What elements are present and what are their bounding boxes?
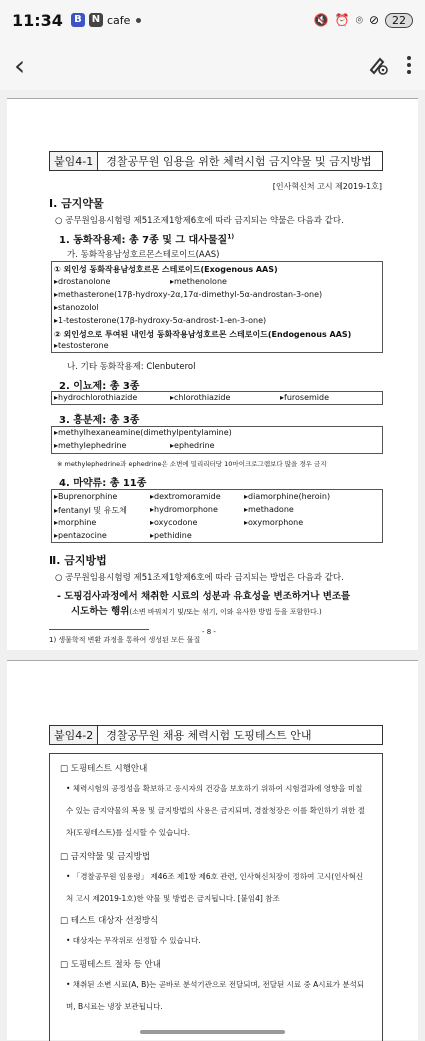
- section-heading: □ 도핑테스트 절차 등 안내: [60, 960, 161, 970]
- section-intro: ○ 공무원임용시험령 제51조제1항제6호에 따라 금지되는 약물은 다음과 같다.: [55, 216, 344, 226]
- dnd-icon: ⊘: [368, 13, 379, 27]
- footnote: 1) 생물학적 변환 과정을 통하여 생성된 모든 물질: [49, 636, 201, 644]
- endogenous-heading: ② 외인성으로 투여된 내인성 동화작용남성호르몬 스테로이드(Endogenous AAS): [54, 330, 352, 339]
- list-item: ▸ephedrine: [170, 441, 215, 450]
- stimulants-note: ※ methylephedrine과 ephedrine은 소변에 밀리리터당 10마이크로그램보다 많을 경우 금지: [57, 460, 327, 468]
- edit-image-icon[interactable]: [367, 54, 389, 76]
- list-item: ▸morphine: [54, 518, 97, 527]
- section-body: • 채취된 소변 시료(A, B)는 곧바로 분석기관으로 전달되며, 전달된 시료 중 A시료가 분석되며, B시료는 냉장 보관됩니다.: [66, 980, 365, 1011]
- group-diuretics: 2. 이뇨제: 총 3종: [59, 381, 140, 392]
- mute-icon: 🔇: [313, 13, 329, 27]
- battery-indicator: 22: [385, 13, 413, 28]
- list-item: ▸1-testosterone(17β-hydroxy-5α-androst-1-en-3-one): [54, 316, 267, 325]
- section-prohibited-methods: Ⅱ. 금지방법: [49, 554, 107, 567]
- section-heading: □ 금지약물 및 금지방법: [60, 852, 151, 862]
- list-item: ▸oxycodone: [150, 518, 198, 527]
- list-item: ▸methenolone: [170, 277, 227, 286]
- list-item: ▸methadone: [244, 505, 294, 514]
- back-arrow-icon[interactable]: ‹: [14, 48, 26, 82]
- list-item: ▸furosemide: [280, 393, 330, 402]
- list-item: ▸Buprenorphine: [54, 492, 118, 501]
- list-item: ▸methasterone(17β-hydroxy-2α,17α-dimethyl-5α-androstan-3-one): [54, 290, 323, 299]
- document-page-8: [7, 98, 418, 650]
- narcotics-table: [51, 489, 383, 543]
- notification-dot-icon: [136, 18, 141, 23]
- appendix-4-2-title: [49, 725, 383, 745]
- diuretics-table: [51, 391, 383, 405]
- status-bar: [0, 0, 425, 40]
- section-heading: □ 도핑테스트 시행안내: [60, 764, 148, 774]
- naver-app-icon: N: [89, 13, 103, 27]
- stimulants-table: [51, 426, 383, 454]
- status-time: 11:34: [12, 10, 63, 30]
- list-item: ▸diamorphine(heroin): [244, 492, 331, 501]
- list-item: ▸fentanyl 및 유도체: [54, 506, 127, 515]
- section-body: • 체력시험의 공정성을 확보하고 응시자의 건강을 보호하기 위하여 시험결과에 영향을 미칠 수 있는 금지약물의 복용 및 금지방법의 사용은 금지되며, 경찰청장은 이를 확인하기 위한 절차(도핑테스트)를 실시할 수 있습니다.: [66, 784, 366, 837]
- footnote-divider: [49, 629, 149, 630]
- method-item-line1: - 도핑검사과정에서 채취한 시료의 성분과 유효성을 변조하거나 변조를: [57, 591, 351, 602]
- page-number: - 8 -: [202, 628, 216, 636]
- document-page-9: [7, 660, 418, 1040]
- section-body: • 대상자는 무작위로 선정할 수 있습니다.: [66, 936, 201, 945]
- list-item: ▸methylephedrine: [54, 441, 127, 450]
- methods-intro: ○ 공무원임용시험령 제51조제1항제6호에 따라 금지되는 방법은 다음과 같다.: [55, 573, 344, 583]
- section-prohibited-substances: Ⅰ. 금지약물: [49, 197, 104, 210]
- list-item: ▸testosterone: [54, 341, 109, 350]
- section-heading: □ 테스트 대상자 선정방식: [60, 916, 159, 926]
- list-item: ▸oxymorphone: [244, 518, 304, 527]
- list-item: ▸stanozolol: [54, 303, 99, 312]
- list-item: ▸chlorothiazide: [170, 393, 231, 402]
- group-stimulants: 3. 흥분제: 총 3종: [59, 415, 140, 426]
- doping-info-box: [49, 753, 383, 1041]
- list-item: ▸drostanolone: [54, 277, 111, 286]
- appendix-heading: 경찰공무원 채용 체력시험 도핑테스트 안내: [106, 729, 312, 742]
- group-narcotics: 4. 마약류: 총 11종: [59, 478, 147, 489]
- subgroup-aas: 가. 동화작용남성호르몬스테로이드(AAS): [67, 250, 220, 260]
- alarm-icon: ⏰: [334, 13, 350, 27]
- method-item-line2: 시도하는 행위(소변 바꿔치기 및/또는 섞기, 이와 유사한 방법 등을 포함한다.): [71, 606, 322, 617]
- section-body: • 「경찰공무원 임용령」 제46조 제1항 제6호 관련, 인사혁신처장이 정하여 고시(인사혁신처 고시 제2019-1호)한 약물 및 방법은 금지됩니다. [붙임4] 참조: [66, 872, 364, 903]
- list-item: ▸pentazocine: [54, 531, 107, 540]
- appendix-tag: 붙임4-1: [50, 152, 98, 170]
- list-item: ▸pethidine: [150, 531, 192, 540]
- subgroup-other: 나. 기타 동화작용제: Clenbuterol: [67, 362, 196, 372]
- cafe-notification: cafe: [106, 13, 131, 27]
- list-item: ▸hydromorphone: [150, 505, 218, 514]
- exogenous-heading: ① 외인성 동화작용남성호르몬 스테로이드(Exogenous AAS): [54, 265, 278, 274]
- appendix-4-1-title: [49, 151, 383, 171]
- app-bar: [0, 40, 425, 90]
- list-item: ▸methylhexaneamine(dimethylpentylamine): [54, 428, 232, 437]
- band-app-icon: B: [71, 13, 85, 27]
- more-options-icon[interactable]: [407, 56, 411, 74]
- notice-reference: [인사혁신처 고시 제2019-1호]: [272, 182, 382, 191]
- wifi-icon: ⌾: [355, 12, 363, 27]
- gesture-nav-handle[interactable]: [140, 1030, 285, 1034]
- aas-table: [51, 261, 383, 353]
- appendix-tag: 붙임4-2: [50, 726, 98, 744]
- appendix-heading: 경찰공무원 임용을 위한 체력시험 금지약물 및 금지방법: [106, 155, 372, 168]
- list-item: ▸dextromoramide: [150, 492, 221, 501]
- list-item: ▸hydrochlorothiazide: [54, 393, 138, 402]
- group-anabolic: 1. 동화작용제: 총 7종 및 그 대사물질$^{1)}$: [59, 233, 235, 246]
